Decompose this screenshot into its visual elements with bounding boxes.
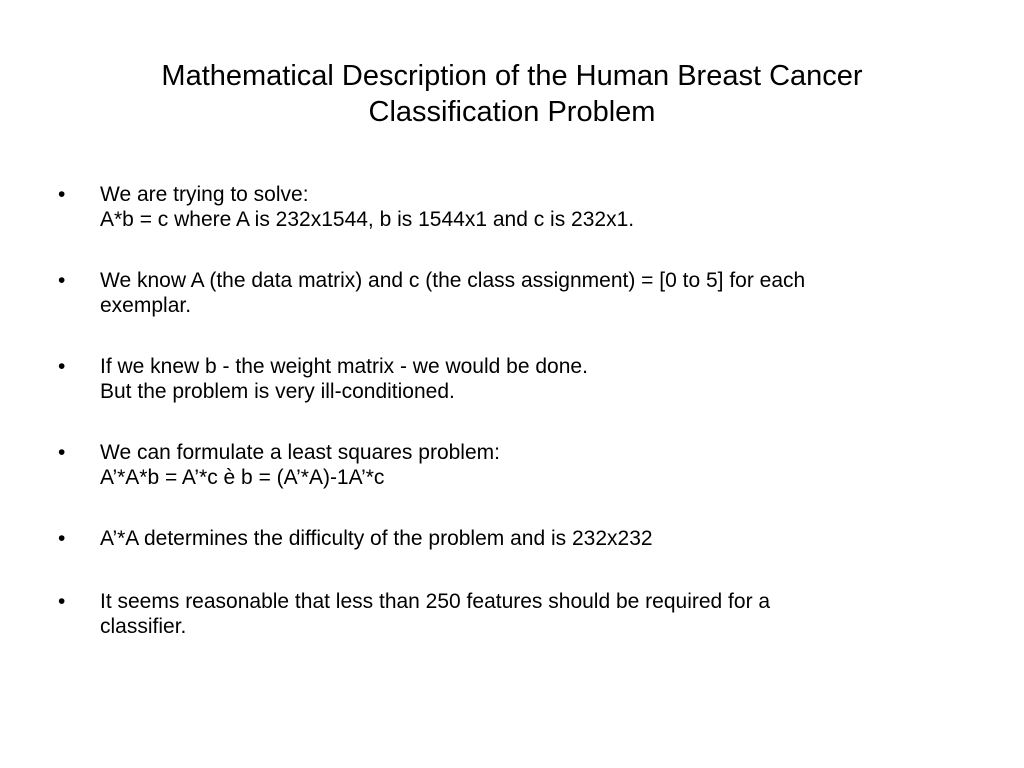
bullet-line: We can formulate a least squares problem: (100, 441, 500, 464)
slide-title (60, 58, 964, 130)
bullet-line: If we knew b - the weight matrix - we would be done. (100, 355, 588, 378)
bullet-icon: • (58, 527, 66, 550)
bullet-icon: • (58, 441, 66, 464)
bullet-line: We know A (the data matrix) and c (the class assignment) = [0 to 5] for each (100, 269, 806, 292)
slide-title-line-1: Mathematical Description of the Human Breast Cancer (161, 60, 863, 92)
bullet-line: A’*A determines the difficulty of the problem and is 232x232 (100, 527, 653, 550)
bullet-line: A*b = c where A is 232x1544, b is 1544x1 and c is 232x1. (100, 208, 635, 231)
bullet-line: exemplar. (100, 294, 192, 317)
bullet-line: It seems reasonable that less than 250 features should be required for a (100, 590, 771, 613)
bullet-text (100, 268, 980, 318)
bullet-line: A’*A*b = A’*c è b = (A’*A)-1A’*c (100, 466, 385, 489)
bullet-icon: • (58, 183, 66, 206)
bullet-line: classifier. (100, 615, 187, 638)
bullet-icon: • (58, 269, 66, 292)
bullet-text (100, 354, 980, 404)
slide-title-line-2: Classification Problem (368, 96, 656, 128)
bullet-line: But the problem is very ill-conditioned. (100, 380, 455, 403)
bullet-text (100, 526, 980, 551)
bullet-text (100, 182, 980, 232)
bullet-line: We are trying to solve: (100, 183, 309, 206)
bullet-text (100, 440, 980, 490)
bullet-icon: • (58, 590, 66, 613)
bullet-icon: • (58, 355, 66, 378)
bullet-text (100, 589, 980, 639)
